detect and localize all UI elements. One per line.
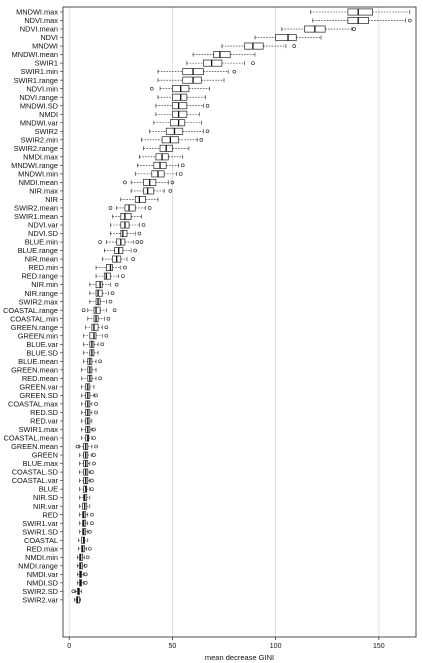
- category-label: BLUE.SD: [26, 348, 58, 358]
- category-label: NIR.mean: [24, 254, 58, 264]
- category-label: NDVI.SD: [28, 229, 58, 239]
- category-label: GREEN.SD: [19, 391, 58, 400]
- category-label: RED.min: [28, 263, 58, 273]
- box-iqr: [96, 282, 102, 288]
- category-label: COASTAL.var: [11, 476, 58, 486]
- box-iqr: [92, 324, 98, 330]
- box-iqr: [104, 273, 110, 279]
- category-label: COASTAL.max: [8, 399, 58, 409]
- category-label: BLUE.range: [17, 246, 58, 256]
- category-label: GREEN.var: [19, 382, 58, 392]
- box-iqr: [121, 230, 127, 236]
- box-iqr: [106, 265, 112, 271]
- category-label: SWIR1.SD: [22, 527, 58, 537]
- category-label: SWIR2.SD: [22, 586, 58, 596]
- box-iqr: [203, 60, 222, 66]
- category-label: NIR.SD: [32, 493, 58, 503]
- category-label: SWIR1.max: [18, 425, 58, 435]
- category-label: SWIR2.max: [18, 297, 58, 307]
- category-label: RED.max: [26, 544, 58, 554]
- box-iqr: [348, 9, 373, 15]
- category-label: BLUE.mean: [18, 356, 58, 366]
- box-iqr: [245, 43, 264, 49]
- x-axis-title: mean decrease GINI: [204, 653, 275, 662]
- category-label: GREEN: [31, 450, 58, 460]
- category-label: GREEN.range: [10, 322, 58, 332]
- category-label: GREEN.mean: [11, 365, 58, 375]
- x-tick-label: 50: [168, 643, 177, 650]
- category-label: MNDWI.max: [16, 7, 58, 17]
- box-iqr: [144, 188, 154, 194]
- category-label: MNDWI: [32, 41, 58, 51]
- category-label: NMDI.range: [18, 561, 58, 571]
- box-iqr: [183, 77, 202, 83]
- category-label: SWIR1.mean: [14, 212, 58, 222]
- box-iqr: [170, 120, 184, 126]
- category-label: RED.SD: [30, 408, 58, 418]
- box-iqr: [121, 213, 131, 219]
- category-label: NMDI.max: [23, 152, 58, 162]
- box-iqr: [172, 94, 186, 100]
- category-label: SWIR2.range: [13, 143, 58, 153]
- box-iqr: [214, 52, 231, 58]
- category-label: NIR.var: [32, 501, 58, 511]
- category-label: GREEN.min: [17, 331, 58, 341]
- category-label: NMDI.mean: [18, 178, 58, 187]
- category-label: MNDWI.mean: [11, 50, 58, 60]
- x-tick-label: 0: [67, 643, 72, 650]
- category-label: NDVI.range: [19, 92, 58, 102]
- category-label: COASTAL.SD: [11, 467, 58, 477]
- category-label: SWIR2.mean: [14, 203, 58, 213]
- category-label: NMDI: [39, 109, 58, 119]
- category-label: GREEN.mean: [11, 442, 58, 452]
- category-label: SWIR2.min: [20, 135, 58, 145]
- category-label: COASTAL: [24, 535, 58, 545]
- box-iqr: [125, 205, 135, 211]
- category-label: SWIR2.var: [22, 595, 58, 605]
- category-label: SWIR2: [34, 126, 58, 136]
- category-label: SWIR1: [34, 58, 58, 68]
- category-label: SWIR1.range: [13, 75, 58, 85]
- category-label: RED.mean: [21, 373, 58, 383]
- category-label: NDVI: [40, 33, 58, 43]
- box-iqr: [90, 333, 96, 339]
- category-label: NDVI.min: [26, 84, 58, 94]
- category-label: NMDI.min: [25, 552, 58, 562]
- category-label: NIR: [45, 195, 58, 205]
- box-iqr: [172, 111, 186, 117]
- category-label: RED.range: [21, 271, 58, 281]
- category-label: NMDI.SD: [26, 578, 58, 588]
- box-iqr: [135, 196, 145, 202]
- category-label: MNDWI.min: [18, 169, 58, 179]
- category-label: NIR.range: [24, 288, 58, 298]
- category-label: BLUE.min: [24, 237, 58, 247]
- category-label: RED.var: [30, 416, 58, 426]
- category-label: NIR.max: [29, 186, 58, 196]
- category-label: COASTAL.min: [10, 314, 58, 324]
- box-iqr: [172, 103, 186, 109]
- category-label: NIR.min: [31, 280, 58, 290]
- category-label: MNDWI.range: [11, 160, 58, 170]
- category-label: SWIR1.min: [20, 67, 58, 77]
- category-label: COASTAL.range: [3, 305, 58, 315]
- category-label: NDVI.max: [24, 16, 58, 26]
- x-tick-label: 150: [372, 643, 385, 650]
- category-label: BLUE.var: [26, 339, 58, 349]
- x-tick-label: 100: [269, 643, 282, 650]
- box-iqr: [96, 290, 102, 296]
- category-label: MNDWI.SD: [19, 101, 58, 111]
- category-label: BLUE: [38, 484, 58, 494]
- category-label: MNDWI.var: [19, 118, 58, 128]
- box-iqr: [276, 34, 297, 40]
- category-label: RED: [42, 510, 58, 520]
- category-label: NMDI.var: [26, 569, 58, 579]
- category-label: NDVI.var: [28, 220, 58, 230]
- category-label: NDVI.mean: [19, 24, 58, 34]
- category-label: COASTAL.mean: [3, 433, 58, 443]
- category-label: SWIR1.var: [22, 518, 58, 528]
- category-label: BLUE.max: [22, 459, 58, 469]
- box-iqr: [94, 307, 100, 313]
